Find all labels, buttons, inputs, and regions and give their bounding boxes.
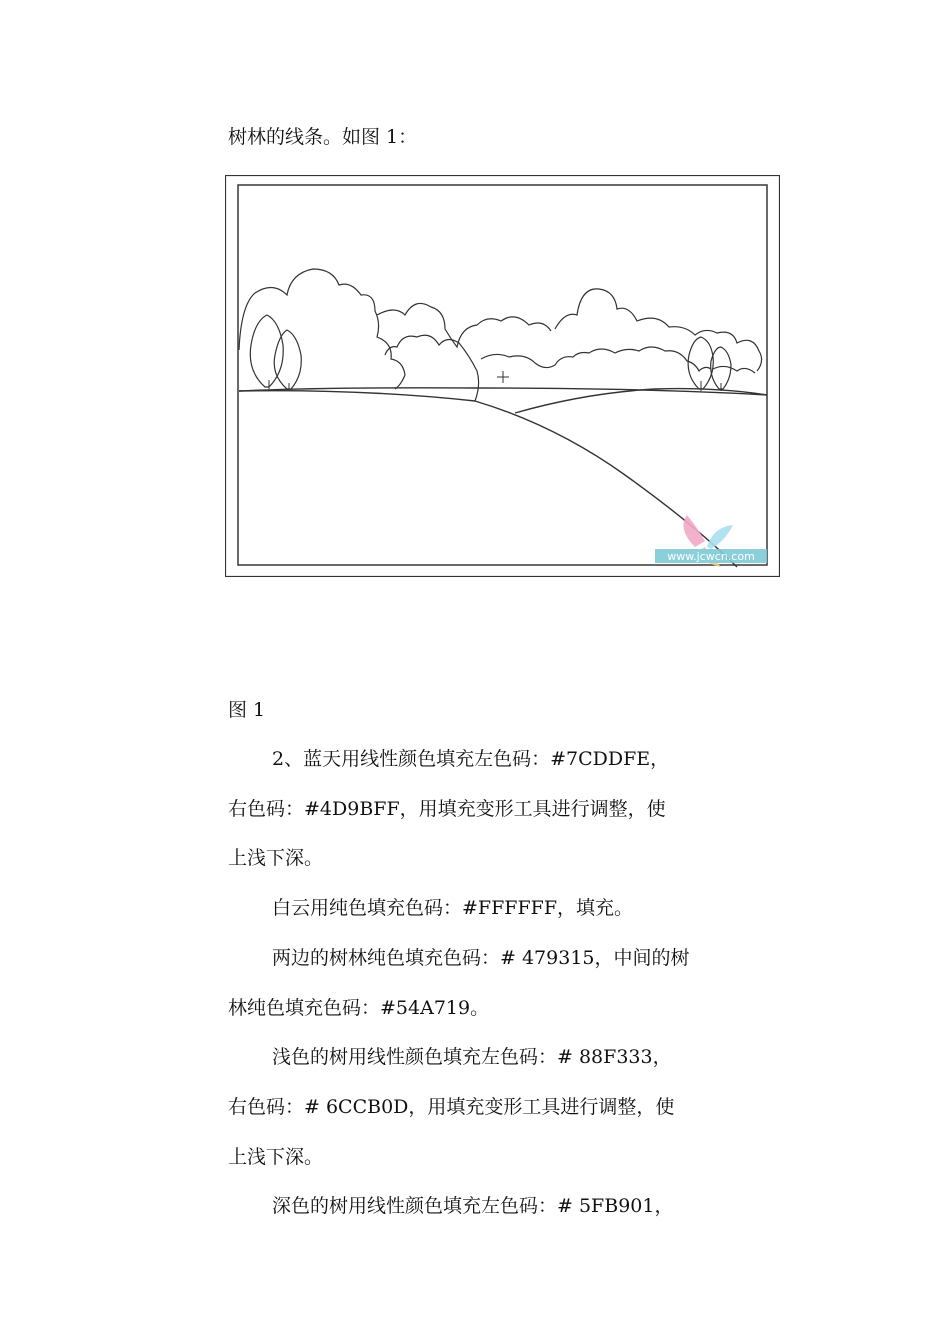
paragraph-5-line-1: 深色的树用线性颜色填充左色码：# 5FB901，	[272, 1195, 674, 1217]
paragraph-4-line-2: 右色码：# 6CCB0D，用填充变形工具进行调整，使	[228, 1096, 675, 1118]
intro-text: 树林的线条。如图 1：	[228, 126, 418, 148]
paragraph-1-line-3: 上浅下深。	[228, 847, 324, 869]
figure-1-landscape-line-art	[225, 175, 780, 577]
paragraph-4-line-3: 上浅下深。	[228, 1146, 324, 1168]
paragraph-3-line-1: 两边的树林纯色填充色码：# 479315，中间的树	[272, 947, 690, 969]
paragraph-1-line-1: 2、蓝天用线性颜色填充左色码：#7CDDFE，	[272, 748, 670, 770]
watermark-text: www.jcwcn.com	[667, 550, 755, 563]
paragraph-4-line-1: 浅色的树用线性颜色填充左色码：# 88F333，	[272, 1046, 672, 1068]
paragraph-1-line-2: 右色码：#4D9BFF，用填充变形工具进行调整，使	[228, 798, 666, 820]
figure-caption: 图 1	[228, 699, 266, 721]
paragraph-2-line-1: 白云用纯色填充色码：#FFFFFF，填充。	[272, 897, 634, 919]
paragraph-3-line-2: 林纯色填充色码：#54A719。	[228, 997, 490, 1019]
